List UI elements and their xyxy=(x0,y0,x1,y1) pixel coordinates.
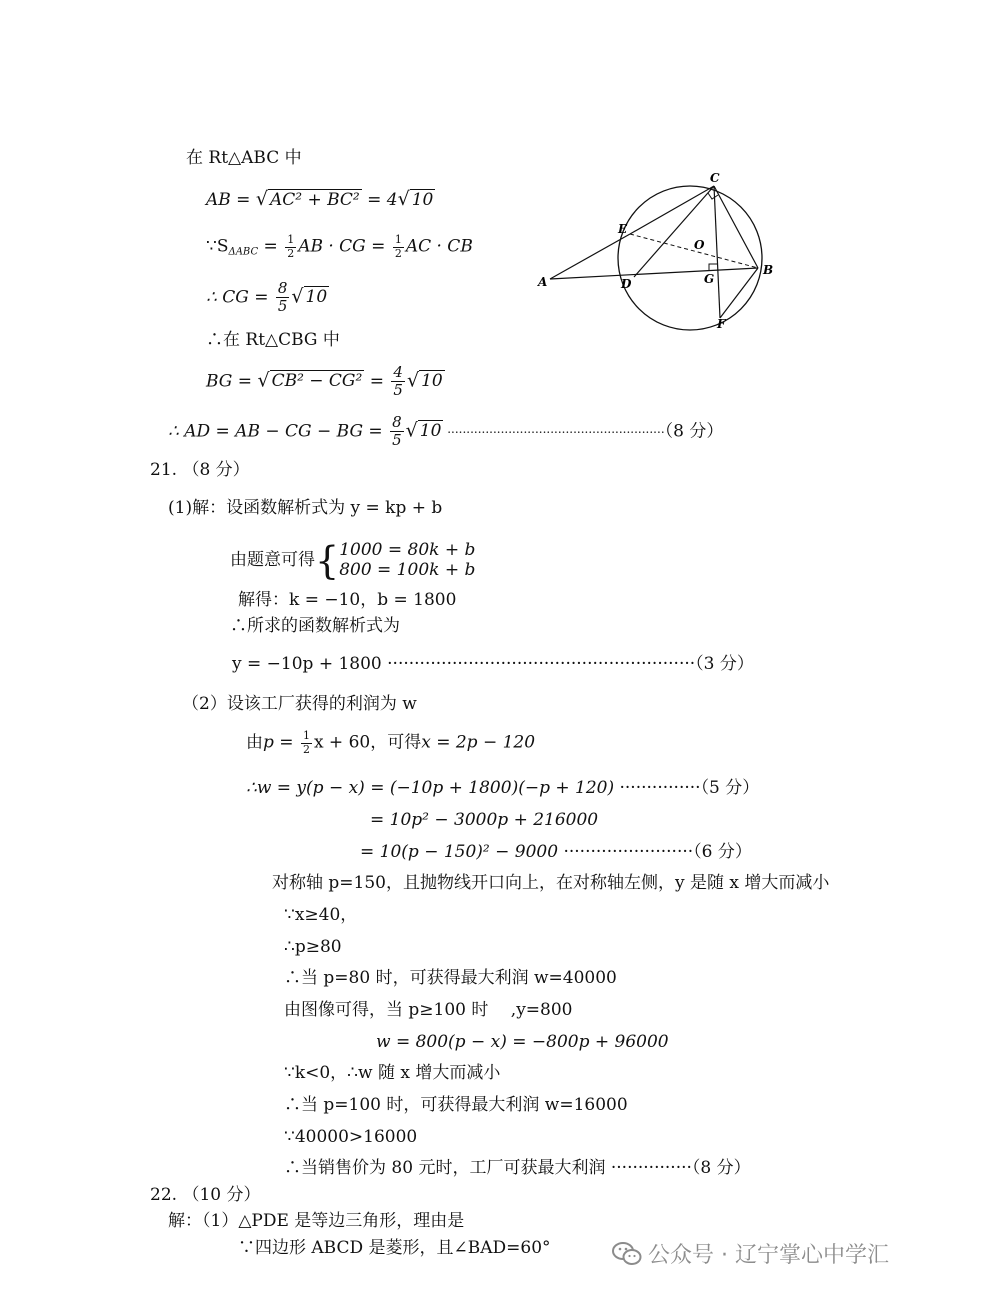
segment-dc xyxy=(634,186,714,277)
label-f: F xyxy=(717,317,726,331)
area-equation: $\because S_{\Delta ABC}$ = $\frac{1}{2}$ AB · CG = $\frac{1}{2}$ AC · CB xyxy=(206,233,473,260)
p2-compare: ∵40000>16000 xyxy=(284,1127,418,1147)
label-a: A xyxy=(538,275,548,289)
p1-therefore: ∴所求的函数解析式为 xyxy=(230,616,400,636)
p1-solve: 解得：k = −10，b = 1800 xyxy=(238,590,457,610)
p2-conclusion: ∴当销售价为 80 元时，工厂可获最大利润 ···············（8 分） xyxy=(284,1158,751,1178)
circle-o xyxy=(618,186,762,330)
geometry-figure xyxy=(530,168,790,338)
p2-from: 由p = $\frac{1}{2}$ x + 60，可得x = 2p − 120 xyxy=(246,729,536,756)
label-c: C xyxy=(710,171,720,185)
p2-w-line3: = 10(p − 150)² − 9000 ························（6 分） xyxy=(360,842,752,862)
watermark xyxy=(612,1238,889,1269)
segment-cb xyxy=(714,186,758,268)
wechat-icon xyxy=(612,1241,642,1267)
p1-intro: (1)解：设函数解析式为 y = kp + b xyxy=(168,498,443,518)
cg-equation: ∴ CG = $\frac{8}{5}$ √ 10 xyxy=(206,279,328,316)
p1-result: y = −10p + 1800 ·························································（3 分） xyxy=(232,654,754,674)
segment-cf xyxy=(714,186,720,318)
label-d: D xyxy=(621,277,632,291)
p2-w-line2: = 10p² − 3000p + 216000 xyxy=(370,810,599,830)
section20-intro2: ∴在 Rt△CBG 中 xyxy=(206,330,340,350)
p2-w-line1: ∴w = y(p − x) = (−10p + 1800)(−p + 120) ···············（5 分） xyxy=(246,778,760,798)
segment-ab xyxy=(550,268,758,279)
section22-line2: ∵四边形 ABCD 是菱形，且∠BAD=60° xyxy=(238,1238,551,1258)
segment-ec xyxy=(630,186,714,234)
ad-equation: ∴ AD = AB − CG − BG = $\frac{8}{5}$ √ 10 ·························································（8 分） xyxy=(168,413,724,450)
p2-max2: ∴当 p=100 时，可获得最大利润 w=16000 xyxy=(284,1095,628,1115)
p2-graph: 由图像可得，当 p≥100 时 ,y=800 xyxy=(284,1000,573,1020)
p2-p80: ∴p≥80 xyxy=(284,937,342,957)
p1-system: 由题意可得{1000 = 80k + b 800 = 100k + b xyxy=(230,538,476,583)
p2-w-line4: w = 800(p − x) = −800p + 96000 xyxy=(376,1032,669,1052)
section20-intro: 在 Rt△ABC 中 xyxy=(186,148,302,168)
section21-heading: 21. （8 分） xyxy=(150,460,250,480)
right-angle-c xyxy=(708,193,718,199)
watermark-text: 公众号 · 辽宁掌心中学汇 xyxy=(648,1243,889,1268)
label-o: O xyxy=(694,238,705,252)
label-b: B xyxy=(763,263,774,277)
section22-heading: 22. （10 分） xyxy=(150,1185,261,1205)
section22-line1: 解：（1）△PDE 是等边三角形，理由是 xyxy=(168,1211,465,1231)
label-g: G xyxy=(704,272,715,286)
p2-k: ∵k<0，∴w 随 x 增大而减小 xyxy=(284,1063,501,1083)
p2-max1: ∴当 p=80 时，可获得最大利润 w=40000 xyxy=(284,968,617,988)
p2-axis: 对称轴 p=150，且抛物线开口向上，在对称轴左侧，y 是随 x 增大而减小 xyxy=(272,873,830,893)
label-e: E xyxy=(618,222,628,236)
bg-equation: BG = √ CB² − CG² = $\frac{4}{5}$ √ 10 xyxy=(206,363,443,400)
p2-intro: （2）设该工厂获得的利润为 w xyxy=(182,694,417,714)
ab-equation: AB = √ AC² + BC² = 4√ 10 xyxy=(206,188,434,210)
p2-x40: ∵x≥40， xyxy=(284,905,358,925)
